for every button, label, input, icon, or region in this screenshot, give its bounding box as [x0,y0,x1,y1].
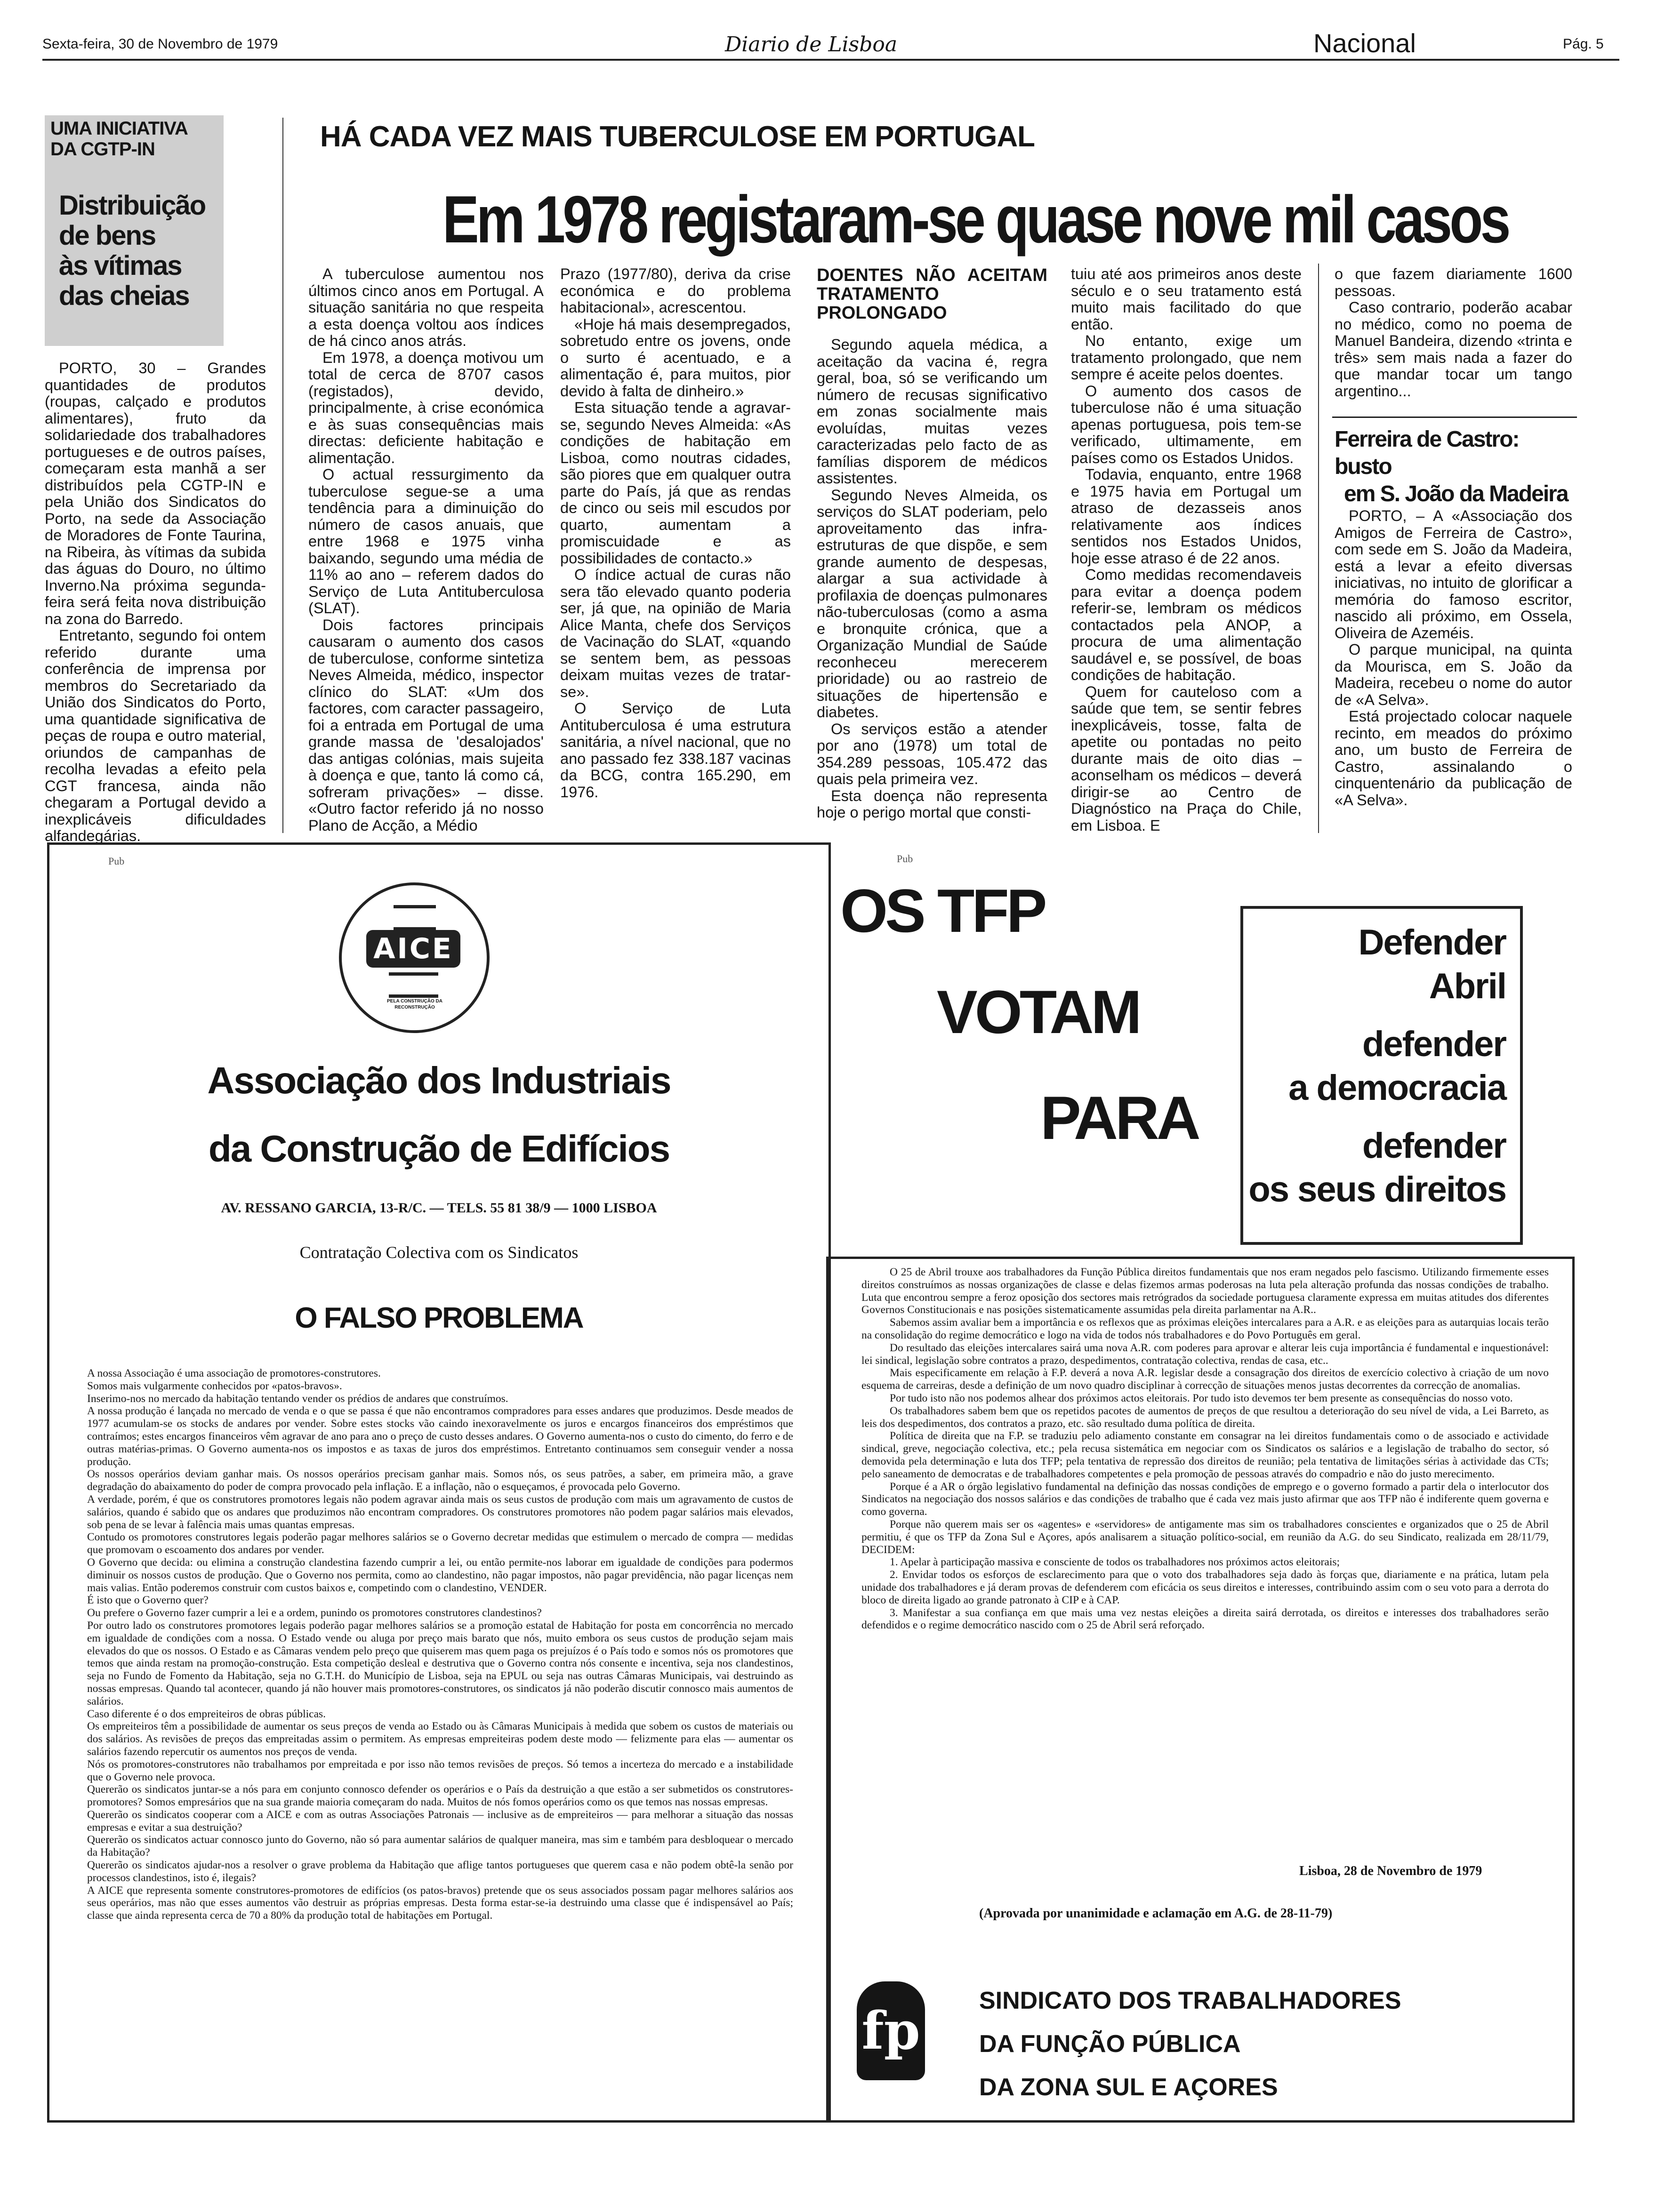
article-column-4: tuiu até aos primeiros anos deste século e o seu tratamento está muito mais facilitado do que então. No entanto, exige um tratamento prolongado, que nem sempre é aceite pelos doentes. O aumento dos casos de tuberculose não é uma situação apenas portuguesa, pois tem-se verificado, ultimamente, em países como os Estados Unidos. Todavia, enquanto, entre 1968 e 1975 havia em Portugal um atraso de dezasseis anos relativamente aos índices sentidos nos Estados Unidos, hoje esse atraso é de 22 anos. Como medidas recomendaveis para evitar a doença podem referir-se, lembram os médicos contactados pela ANOP, a procura de uma alimentação saudável e, se possível, de boas condições de habitação. Quem for cauteloso com a saúde que tem, se sentir febres inexplicáveis, tosse, falta de apetite ou pontadas no peito durante mais de oito dias – aconselham os médicos – deverá dirigir-se ao Centro de Diagnóstico na Praça do Chile, em Lisboa. E [1071,265,1302,834]
sidebar-kicker: UMA INICIATIVA DA CGTP-IN [50,118,188,160]
sidebar-body: PORTO, 30 – Grandes quantidades de produtos (roupas, calçado e produtos alimentares), fruto da solidariedade dos trabalhadores portugueses e de outros países, começaram esta manhã a ser distribuídos pela CGTP-IN e pela União dos Sindicatos do Porto, na sede da Associação de Moradores de Fonte Taurina, na Ribeira, às vítimas da subida das águas do Douro, no último Inverno.Na próxima segunda-feira será feita nova distribuição na zona do Barredo. Entretanto, segundo foi ontem referido durante uma conferência de imprensa por membros do Secretariado da União dos Sindicatos do Porto, uma quantidade significativa de peças de roupa e outro material, oriundos de campanhas de recolha levadas a efeito pela CGT francesa, ainda não chegaram a Portugal devido a inexplicáveis dificuldades alfandegárias. [45,360,266,844]
page-header [42,26,1619,61]
section-divider [1332,417,1577,418]
aice-body: A nossa Associação é uma associação de promotores-construtores. Somos mais vulgarmente conhecidos por «patos-bravos». Inserimo-nos no mercado da habitação tentando vender os prédios de andares que construímos. A nossa produção é lançada no mercado de venda e o que se passa é que não encontramos compradores para esses andares que produzimos. Desde meados de 1977 acumulam-se os stocks de andares por vender. Sobre estes stocks vão caindo inexoravelmente os juros e encargos financeiros dos empréstimos que contraímos; estes encargos financeiros vêm agravar de ano para ano o preço de custo desses andares. O Governo aumenta-nos o custo do cimento, do ferro e de outras matérias-primas. O Governo aumenta-nos os impostos e as taxas de juros dos empréstimos. Entretanto continuamos sem conseguir vender a nossa produção. Os nossos operários deviam ganhar mais. Os nossos operários precisam ganhar mais. Somos nós, os seus patrões, a saber, em primeira mão, a grave degradação do abaixamento do poder de compra provocado pela inflação. E a inflação, não o esqueçamos, é provocada pelo Governo. A verdade, porém, é que os construtores promotores legais não podem agravar ainda mais os seus custos de produção com mais um agravamento de custos de salários, quando é sabido que os andares que produzimos não encontram compradores. Os construtores promotores não podem pagar salários mais elevados, sob pena de se levar à falência mais umas quantas empresas. Contudo os promotores construtores legais poderão pagar melhores salários se o Governo decretar medidas que estimulem o mercado de compra — medidas que promovam o escoamento dos andares por vender. O Governo que decida: ou elimina a construção clandestina fazendo cumprir a lei, ou então permite-nos laborar em igualdade de condições para podermos diminuir os nossos custos de produção. Que o Governo nos permita, como ao clandestino, não pagar impostos, não pagar previdência, não pagar licenças nem mais valias. Então poderemos construir com custos baixos e, competindo com o clandestino, VENDER. É isto que o Governo quer? Ou prefere o Governo fazer cumprir a lei e a ordem, punindo os promotores construtores clandestinos? Por outro lado os construtores promotores legais poderão pagar melhores salários se a promoção estatal de Habitação for posta em concorrência no mercado em igualdade de condições com a nossa. O Estado vende ou aluga por preço mais barato que nós, muito embora os seus custos de produção sejam mais elevados do que os nossos. O Estado e as Câmaras vendem pelo preço que quiserem mas quem paga os prejuízos é o País todo e somos nós os promotores que temos que ainda restam na promoção-construção. Esta competição desleal e destrutiva que o Governo contra nós consente e incentiva, seja nos clandestinos, seja no Fundo de Fomento da Habitação, seja no G.T.H. do Município de Lisboa, seja na EPUL ou seja nas outras Câmaras Municipais, vai destruindo as nossas empresas. Quando tal acontecer, quando já não houver mais promotores-construtores, os sindicatos já não poderão discutir connosco mais aumentos de salários. Caso diferente é o dos empreiteiros de obras públicas. Os empreiteiros têm a possibilidade de aumentar os seus preços de venda ao Estado ou às Câmaras Municipais à medida que sobem os custos de materiais ou dos salários. As revisões de preços das empreitadas assim o permitem. As empresas empreiteiras podem deste modo — felizmente para elas — aumentar os salários fazendo repercutir os aumentos nos preços de venda. Nós os promotores-construtores não trabalhamos por empreitada e por isso não temos revisões de preços. Só temos a incerteza do mercado e a instabilidade que o Governo nele provoca. Quererão os sindicatos juntar-se a nós para em conjunto connosco defender os operários e o País da destruição a que estão a ser submetidos os construtores-promotores? Somos empresários que na sua grande maioria começaram do nada. Muitos de nós fomos operários como os que temos nas nossas empresas. Quererão os sindicatos cooperar com a AICE e com as outras Associações Patronais — inclusive as de empreiteiros — para melhorar a situação das nossas empresas e evitar a sua destruição? Quererão os sindicatos actuar connosco junto do Governo, não só para aumentar salários de qualquer maneira, mas sim e também para desbloquear o mercado da Habitação? Quererão os sindicatos ajudar-nos a resolver o grave problema da Habitação que aflige tantos portugueses que querem casa e não podem obtê-la senão por processos clandestinos, isto é, ilegais? A AICE que representa somente construtores-promotores de edifícios (os patos-bravos) pretende que os seus associados possam pagar melhores salários aos seus operários, mas não que esses aumentos vão destruir as próprias empresas. Desta forma estar-se-ia destruindo uma classe que é indispensável ao País; classe que ainda representa cerca de 70 a 80% da produção total de habitações em Portugal. [87,1367,793,1922]
aice-advertisement [47,842,831,2123]
aice-logo-mark: AICE [366,930,460,968]
aice-logo-caption: PELA CONSTRUÇÃO DA RECONSTRUÇÃO [387,999,442,1010]
aice-subtitle: Contratação Colectiva com os Sindicatos [299,1243,579,1262]
tfp-approval: (Aprovada por unanimidade e aclamação em A.G. de 28-11-79) [979,1906,1333,1921]
aice-logo-top-bars [394,905,436,930]
aice-logo-bottom-bars [389,972,438,998]
article-subhead: DOENTES NÃO ACEITAM TRATAMENTO PROLONGADO [817,265,1047,323]
tfp-advertisement [821,842,1575,2123]
sidebar-headline: Distribuição de bens às vítimas das cheias [59,190,206,311]
issue-date: Sexta-feira, 30 de Novembro de 1979 [42,36,278,52]
aice-address: AV. RESSANO GARCIA, 13-R/C. — TELS. 55 81 38/9 — 1000 LISBOA [221,1200,657,1216]
tfp-line-2: VOTAM [937,978,1139,1046]
pub-label: Pub [108,855,125,867]
fp-logo: fp [857,1981,925,2080]
union-name: SINDICATO DOS TRABALHADORES DA FUNÇÃO PÚBLICA DA ZONA SUL E AÇORES [979,1987,1401,2101]
ferreira-article [1335,426,1572,809]
article-column-3: DOENTES NÃO ACEITAM TRATAMENTO PROLONGADO Segundo aquela médica, a aceitação da vacina é, regra geral, boa, só se verificando um número de recusas significativo em zonas socialmente mais evoluídas, muitas vezes caracterizadas pelo facto de as famílias disporem de médicos assistentes. Segundo Neves Almeida, os serviços do SLAT poderiam, pelo aproveitamento das infra-estruturas de que dispõe, e sem grande aumento de despesas, alargar a sua actividade à profilaxia de doenças pulmonares não-tuberculosas (como a asma e bronquite crónica, que a Organização Mundial de Saúde reconheceu merecerem prioridade) ou ao rastreio de situações de hipertensão e diabetes. Os serviços estão a atender por ano (1978) um total de 354.289 pessoas, 105.472 das quais pela primeira vez. Esta doença não representa hoje o perigo mortal que consti- [817,265,1047,821]
aice-logo [339,882,490,1033]
article-column-5: o que fazem diariamente 1600 pessoas. Caso contrario, poderão acabar no médico, como no poema de Manuel Bandeira, dizendo «trinta e três» sem mais nada a fazer do que mandar tocar um tango argentino... [1335,265,1572,400]
article-headline: Em 1978 registaram-se quase nove mil casos [442,182,1508,257]
aice-title-line-2: da Construção de Edifícios [208,1128,670,1170]
tfp-slogan-box: Defender Abril defender a democracia defender os seus direitos [1240,906,1523,1245]
column-divider [1318,264,1319,833]
tfp-body-frame [826,1257,1575,2123]
pub-label: Pub [897,853,913,865]
article-kicker: HÁ CADA VEZ MAIS TUBERCULOSE EM PORTUGAL [320,120,1035,153]
article-column-2: Prazo (1977/80), deriva da crise económica e do problema habitacional», acrescentou. «Hoje há mais desempregados, sobretudo entre os jovens, onde o surto é acentuado, e a alimentação é, para muitos, pior devido à falta de dinheiro.» Esta situação tende a agravar-se, segundo Neves Almeida: «As condições de habitação em Lisboa, como noutras cidades, são piores que em qualquer outra parte do País, já que as rendas de cinco ou seis mil escudos por quarto, aumentam a promiscuidade e as possibilidades de contacto.» O índice actual de curas não sera tão elevado quanto poderia ser, já que, na opinião de Maria Alice Manta, chefe dos Serviços de Vacinação do SLAT, «quando se sentem bem, as pessoas deixam muitas vezes de tratar-se». O Serviço de Luta Antituberculosa é uma estrutura sanitária, a nível nacional, que no ano passado fez 338.187 vacinas da BCG, contra 165.290, em 1976. [560,265,791,801]
aice-heading: O FALSO PROBLEMA [295,1302,583,1334]
tfp-body: O 25 de Abril trouxe aos trabalhadores da Função Pública direitos fundamentais que nos eram negados pelo fascismo. Utilizando firmemente esses direitos construímos as nossas organizações de classe e delas fizemos armas poderosas na luta pela alteração profunda das nossas condições de trabalho. Luta que encontrou sempre a feroz oposição dos sectores mais retrógrados da sociedade portuguesa claramente expressa em muitas atitudes dos diferentes Governos Constitucionais e nas posições sistematicamente assumidas pela direita parlamentar na A.R.. Sabemos assim avaliar bem a importância e os reflexos que as próximas eleições intercalares para a A.R. e as eleições para as autarquias locais terão na consolidação do regime democrático e logo na vida de todos nós trabalhadores e do Povo Português em geral. Do resultado das eleições intercalares sairá uma nova A.R. com poderes para aprovar e alterar leis cuja importância é fundamental e inquestionável: lei sindical, legislação sobre contratos a prazo, despedimentos, contratação colectiva, rendas de casa, etc.. Mais especificamente em relação à F.P. deverá a nova A.R. legislar desde a consagração dos direitos de exercício colectivo à criação de um novo esquema de carreiras, desde a definição de um novo quadro disciplinar à correcção de situações menos justas decorrentes da correcção de anomalias. Por tudo isto não nos podemos alhear dos próximos actos eleitorais. Por tudo isto devemos ter bem presente as consequências do nosso voto. Os trabalhadores sabem bem que os repetidos pacotes de aumentos de preços de que resultou a deterioração do seu nível de vida, a Lei Barreto, as leis dos despedimentos, dos contratos a prazo, etc. são resultado duma política de direita. Política de direita que na F.P. se traduziu pelo adiamento constante em consagrar na lei direitos fundamentais como o de associado e actividade sindical, greve, negociação colectiva, etc.; pela recusa sistemática em negociar com os Sindicatos os salários e a legislação de trabalho do sector, só demovida pela determinação e luta dos TFP; pela tentativa de repressão dos direitos de reunião; pela tentativa de limitações sérias à actividade das CTs; pelo saneamento de democratas e de trabalhadores competentes e pela promoção de pessoas através do compadrio e não do justo merecimento. Porque é a AR o órgão legislativo fundamental na definição das nossas condições de emprego e o governo formado a partir dela o interlocutor dos Sindicatos na negociação dos nossos salários e das condições de trabalho que é cada vez mais justo afirmar que aos TFP não é indiferente quem governa e como governa. Porque não querem mais ser os «agentes» e «servidores» de antigamente mas sim os trabalhadores conscientes e organizados que o 25 de Abril permitiu, é que os TFP da Zona Sul e Açores, após analisarem a situação político-social, em reunião da A.G. do seu Sindicato, realizada em 28/11/79, DECIDEM: 1. Apelar à participação massiva e consciente de todos os trabalhadores nos próximos actos eleitorais; 2. Envidar todos os esforços de esclarecimento para que o voto dos trabalhadores seja dado às forças que, diariamente e na prática, lutam pela unidade dos trabalhadores e já deram provas de defenderem com eficácia os seus direitos e interesses, contribuindo assim com o seu voto para a derrota do bloco de direita ligado ao grande patronato à CIP e à CAP. 3. Manifestar a sua confiança em que mais uma vez nestas eleições a direita sairá derrotada, os direitos e interesses dos trabalhadores serão defendidos e o regime democrático nascido com o 25 de Abril será reforçado. [861,1266,1549,1632]
tfp-line-1: OS TFP [840,876,1045,945]
newspaper-name: Diario de Lisboa [725,32,898,56]
aice-title-line-1: Associação dos Industriais [207,1059,671,1101]
column-divider [282,118,283,833]
ferreira-headline: Ferreira de Castro: busto em S. João da Madeira [1335,427,1568,506]
section-name: Nacional [1313,28,1416,58]
ferreira-body: PORTO, – A «Associação dos Amigos de Ferreira de Castro», com sede em S. João da Madeira, está a levar a efeito diversas iniciativas, no intuito de glorificar a memória do famoso escritor, nascido ali próximo, em Ossela, Oliveira de Azeméis. O parque municipal, na quinta da Mourisca, em S. João da Madeira, recebeu o nome do autor de «A Selva». Está projectado colocar naquele recinto, em meados do próximo ano, um busto de Ferreira de Castro, assinalando o cinquentenário da publicação de «A Selva». [1335,507,1572,809]
tfp-line-3: PARA [1040,1083,1198,1152]
sidebar-article [45,115,266,844]
page-number: Pág. 5 [1563,36,1604,52]
tfp-date: Lisboa, 28 de Novembro de 1979 [1299,1864,1482,1878]
article-column-1: A tuberculose aumentou nos últimos cinco anos em Portugal. A situação sanitária no que respeita a esta doença voltou aos índices de há cinco anos atrás. Em 1978, a doença motivou um total de cerca de 8707 casos (registados), devido, principalmente, à crise económica e às suas consequências mais directas: deficiente habitação e alimentação. O actual ressurgimento da tuberculose segue-se a uma tendência para a diminuição do número de casos anuais, que entre 1968 e 1975 vinha baixando, segundo uma média de 11% ao ano – referem dados do Serviço de Luta Antituberculosa (SLAT). Dois factores principais causaram o aumento dos casos de tuberculose, conforme sintetiza Neves Almeida, médico, inspector clínico do SLAT: «Um dos factores, com caracter passageiro, foi a entrada em Portugal de uma grande massa de 'desalojados' das antigas colónias, mais sujeita à doença e que, tanto lá como cá, sofreram privações» – disse. «Outro factor referido já no nosso Plano de Acção, a Médio [308,265,544,834]
